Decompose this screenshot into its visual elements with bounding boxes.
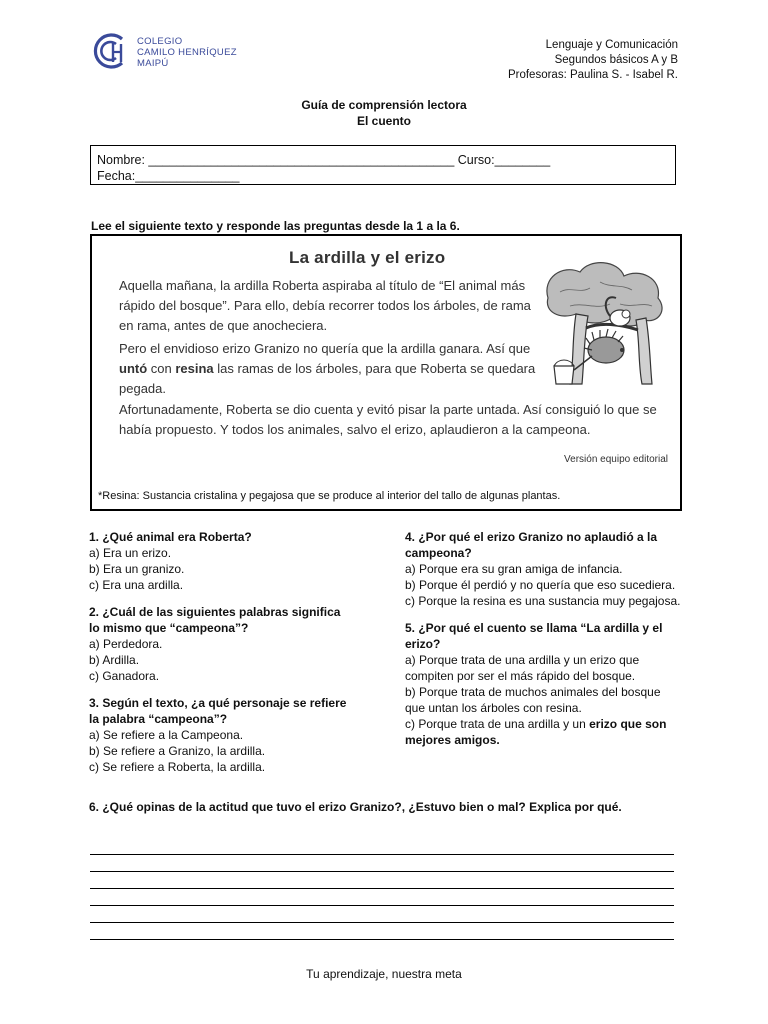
questions-left-column xyxy=(89,529,389,786)
story-bold-word: untó xyxy=(119,361,148,376)
answer-option[interactable]: b) Ardilla. xyxy=(89,653,140,667)
course-field[interactable]: Curso:________ xyxy=(457,153,551,167)
logo-line-2: CAMILO HENRÍQUEZ xyxy=(137,47,237,58)
answer-option[interactable]: c) Ganadora. xyxy=(89,669,160,683)
footer-motto: Tu aprendizaje, nuestra meta xyxy=(306,967,462,981)
question-3 xyxy=(89,695,389,775)
logo-line-3: MAIPÚ xyxy=(137,58,169,69)
story-text: Pero el envidioso erizo Granizo no quería que la ardilla ganara. Así que xyxy=(119,341,531,356)
story-paragraph-2 xyxy=(119,339,539,399)
story-text: con xyxy=(147,361,176,376)
story-box xyxy=(90,234,682,511)
answer-line[interactable] xyxy=(90,889,674,906)
squirrel-hedgehog-illustration xyxy=(540,258,670,388)
subject-label: Lenguaje y Comunicación xyxy=(545,39,678,51)
school-logo xyxy=(92,30,292,72)
story-paragraph-1: Aquella mañana, la ardilla Roberta aspiraba al título de “El animal más rápido del bosque”. Para ello, debía recorrer todos los árboles, de rama en rama, antes de que anocheciera. xyxy=(119,278,531,333)
question-1 xyxy=(89,529,389,593)
answer-option[interactable]: c) Era una ardilla. xyxy=(89,578,184,592)
logo-line-1: COLEGIO xyxy=(137,36,183,47)
answer-option[interactable]: b) Porque trata de muchos animales del bosque que untan los árboles con resina. xyxy=(405,685,661,715)
answer-option[interactable]: c) Se refiere a Roberta, la ardilla. xyxy=(89,760,266,774)
question-4 xyxy=(405,529,683,609)
story-paragraph-3: Afortunadamente, Roberta se dio cuenta y evitó pisar la parte untada. Así consiguió lo que se había propuesto. Y todos los animales, salvo el erizo, aplaudieron a la campeona. xyxy=(119,402,657,437)
question-text: 2. ¿Cuál de las siguientes palabras significa lo mismo que “campeona”? xyxy=(89,605,341,635)
answer-option[interactable]: b) Porque él perdió y no quería que eso sucediera. xyxy=(405,578,676,592)
question-text: 3. Según el texto, ¿a qué personaje se refiere la palabra “campeona”? xyxy=(89,696,347,726)
answer-line[interactable] xyxy=(90,855,674,872)
question-5 xyxy=(405,620,683,748)
date-field[interactable]: Fecha:_______________ xyxy=(97,169,240,183)
question-text: 1. ¿Qué animal era Roberta? xyxy=(89,530,252,544)
page-title xyxy=(0,97,768,129)
answer-lines[interactable] xyxy=(90,838,674,940)
story-text: las ramas de los árboles, para que Roberta se quedara pegada. xyxy=(119,361,536,396)
answer-option[interactable] xyxy=(405,716,683,748)
story-bold-word: resina xyxy=(175,361,214,376)
school-monogram-icon xyxy=(92,30,134,72)
answer-line[interactable] xyxy=(90,872,674,889)
story-title: La ardilla y el erizo xyxy=(289,248,446,267)
header-info xyxy=(508,38,678,83)
teachers-label: Profesoras: Paulina S. - Isabel R. xyxy=(507,69,678,81)
answer-line[interactable] xyxy=(90,923,674,940)
answer-option[interactable]: c) Porque la resina es una sustancia muy pegajosa. xyxy=(405,594,681,608)
answer-option[interactable]: a) Perdedora. xyxy=(89,637,163,651)
footnote: *Resina: Sustancia cristalina y pegajosa que se produce al interior del tallo de algunas plantas. xyxy=(98,490,561,502)
answer-line[interactable] xyxy=(90,906,674,923)
answer-line[interactable] xyxy=(90,838,674,855)
questions-right-column xyxy=(405,529,683,759)
answer-option[interactable]: a) Porque trata de una ardilla y un erizo que compiten por ser el más rápido del bosque. xyxy=(405,653,640,683)
title-line-2: El cuento xyxy=(356,114,411,128)
student-info-box xyxy=(90,145,676,185)
title-line-1: Guía de comprensión lectora xyxy=(301,98,467,112)
answer-option[interactable]: a) Se refiere a la Campeona. xyxy=(89,728,244,742)
answer-bold-text: erizo que son mejores amigos. xyxy=(405,717,667,747)
question-6: 6. ¿Qué opinas de la actitud que tuvo el erizo Granizo?, ¿Estuvo bien o mal? Explica por qué. xyxy=(89,800,622,814)
instructions: Lee el siguiente texto y responde las preguntas desde la 1 a la 6. xyxy=(91,219,460,233)
answer-text: c) Porque trata de una ardilla y un xyxy=(405,717,590,731)
name-field[interactable]: Nombre: ____________________________________________ xyxy=(97,153,455,167)
question-text: 5. ¿Por qué el cuento se llama “La ardilla y el erizo? xyxy=(405,621,663,651)
story-credit: Versión equipo editorial xyxy=(564,454,668,465)
answer-option[interactable]: a) Era un erizo. xyxy=(89,546,172,560)
question-text: 4. ¿Por qué el erizo Granizo no aplaudió a la campeona? xyxy=(405,530,658,560)
question-2 xyxy=(89,604,389,684)
answer-option[interactable]: b) Se refiere a Granizo, la ardilla. xyxy=(89,744,266,758)
answer-option[interactable]: b) Era un granizo. xyxy=(89,562,185,576)
answer-option[interactable]: a) Porque era su gran amiga de infancia. xyxy=(405,562,623,576)
grades-label: Segundos básicos A y B xyxy=(554,54,678,66)
